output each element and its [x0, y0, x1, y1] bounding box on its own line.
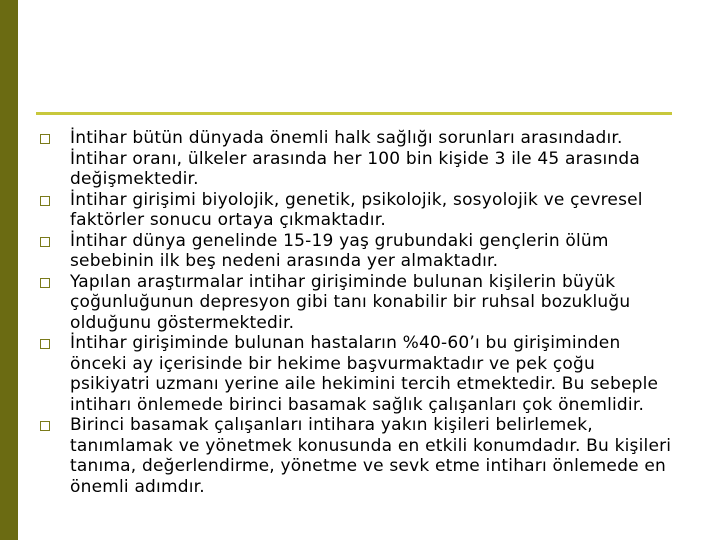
bullet-item: [40, 415, 680, 497]
bullet-item: [40, 272, 680, 334]
bullet-text: İntihar bütün dünyada önemli halk sağlığı sorunları arasındadır. İntihar oranı, ülkeler arasında her 100 bin kişide 3 ile 45 arasında değişmektedir.: [70, 128, 640, 189]
square-bullet-icon: [40, 421, 50, 431]
square-bullet-icon: [40, 339, 50, 349]
square-bullet-icon: [40, 237, 50, 247]
bullet-item: [40, 190, 680, 231]
bullet-item: [40, 231, 680, 272]
bullet-text: Birinci basamak çalışanları intihara yakın kişileri belirlemek, tanımlamak ve yönetmek konusunda en etkili konumdadır. Bu kişileri tanıma, değerlendirme, yönetme ve sevk etme intiharı önlemede en önemli adımdır.: [70, 415, 672, 497]
bullet-text: Yapılan araştırmalar intihar girişiminde bulunan kişilerin büyük çoğunluğunun depresyon gibi tanı konabilir bir ruhsal bozukluğu olduğunu göstermektedir.: [70, 271, 631, 333]
bullet-text: İntihar girişimi biyolojik, genetik, psikolojik, sosyolojik ve çevresel faktörler sonucu ortaya çıkmaktadır.: [70, 189, 643, 230]
bullet-list: [40, 128, 680, 497]
bullet-text: İntihar dünya genelinde 15-19 yaş grubundaki gençlerin ölüm sebebinin ilk beş nedeni arasında yer almaktadır.: [70, 230, 609, 271]
title-divider-rule: [36, 112, 672, 115]
slide-side-bar: [0, 0, 18, 540]
bullet-text: İntihar girişiminde bulunan hastaların %40-60’ı bu girişiminden önceki ay içerisinde bir hekime başvurmaktadır ve pek çoğu psikiyatri uzmanı yerine aile hekimini tercih etmektedir. Bu sebeple intiharı önlemede birinci basamak sağlık çalışanları çok önemlidir.: [70, 333, 659, 415]
bullet-item: [40, 333, 680, 415]
square-bullet-icon: [40, 196, 50, 206]
square-bullet-icon: [40, 134, 50, 144]
square-bullet-icon: [40, 278, 50, 288]
bullet-item: [40, 128, 680, 190]
